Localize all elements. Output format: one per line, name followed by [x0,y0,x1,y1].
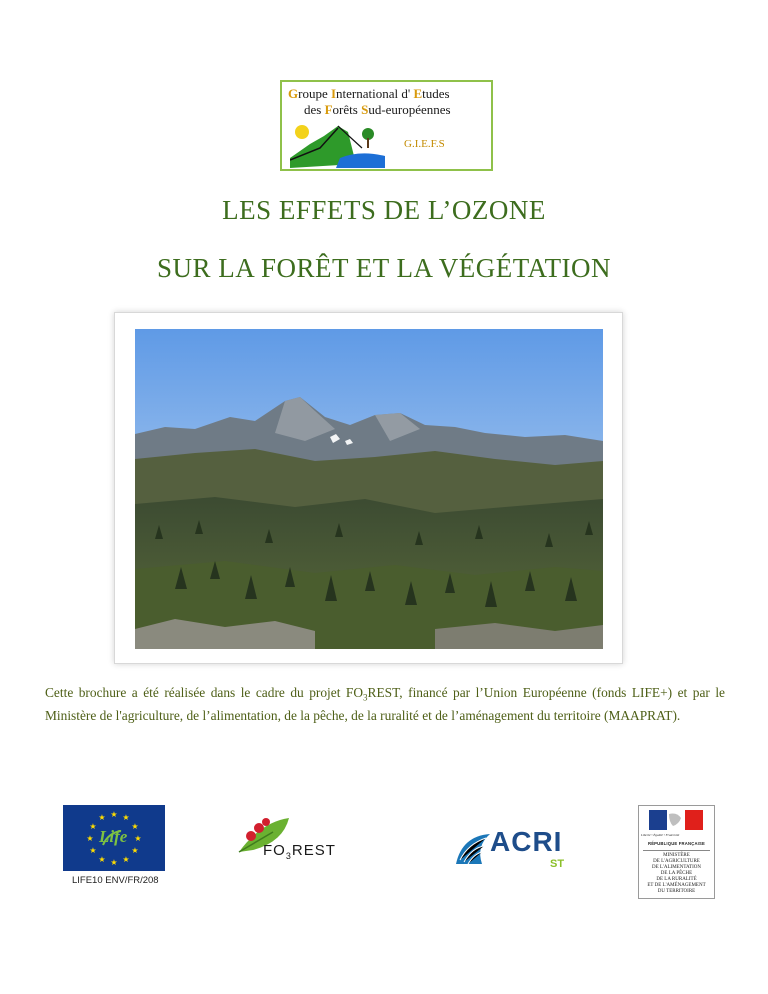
svg-text:★: ★ [86,834,94,843]
svg-text:★: ★ [122,855,130,864]
svg-text:★: ★ [98,855,106,864]
life-word: Life [99,827,128,846]
eu-life-logo [63,805,165,871]
svg-text:★: ★ [134,834,142,843]
svg-text:★: ★ [98,813,106,822]
acri-st-logo [452,818,592,874]
svg-text:★: ★ [110,810,118,819]
giefs-acronym: G.I.E.F.S [404,138,445,150]
ministere-text: MINISTÈRE DE L'AGRICULTURE DE L'ALIMENTATION DE LA PÊCHE DE LA RURALITÉ ET DE L'AMÉNAGEMENT DU TERRITOIRE [647,853,706,894]
intro-paragraph: Cette brochure a été réalisée dans le cadre du projet $FO_3REST$, financé par l’Union Européenne (fonds LIFE+) et par le Ministère de l'agriculture, de l’alimentation, de la pêche, de la ruralité et de l’aménagement du territoire (MAAPRAT). [45,685,725,723]
acri-wordmark: ACRI [490,826,563,857]
svg-text:★: ★ [110,858,118,867]
ministere-divider [643,850,710,851]
giefs-logo-line1: Groupe International d' Etudes [288,86,450,101]
mountain-forest-image [135,329,603,649]
svg-text:★: ★ [131,846,139,855]
svg-text:★: ★ [122,813,130,822]
rf-motto: Liberté • Égalité • Fraternité [641,833,680,837]
acri-sub: ST [550,858,565,870]
svg-text:★: ★ [89,822,97,831]
giefs-logo-line2: des Forêts Sud-européennes [304,102,451,117]
life-project-code: LIFE10 ENV/FR/208 [72,875,159,886]
fo3rest-wordmark: $FO_3REST$ [263,842,336,861]
svg-text:★: ★ [131,822,139,831]
giefs-logo [280,80,493,171]
svg-text:★: ★ [89,846,97,855]
acri-globe-icon [452,830,494,870]
marianne-icon [639,806,714,846]
ministere-agriculture-logo [638,805,715,899]
giefs-landscape-icon [290,118,395,168]
title-line-1: LES EFFETS DE L’OZONE [222,195,546,225]
fo3rest-logo [233,812,383,874]
cover-photo [114,312,623,664]
title-line-2: SUR LA FORÊT ET LA VÉGÉTATION [156,253,612,283]
republique-francaise: RÉPUBLIQUE FRANÇAISE [647,841,706,846]
